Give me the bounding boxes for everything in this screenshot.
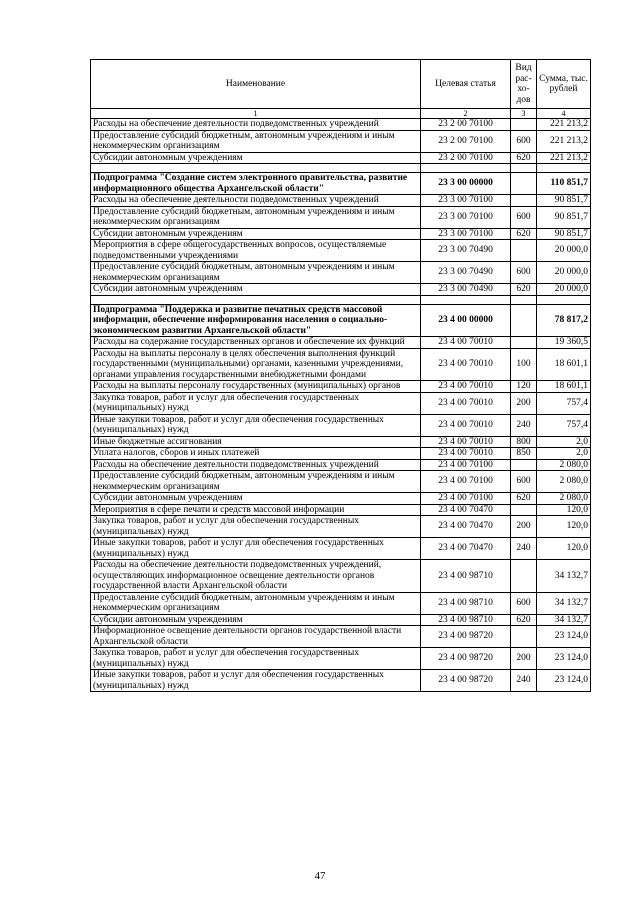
row-amount: 23 124,0 bbox=[537, 670, 591, 692]
row-amount: 34 132,7 bbox=[537, 592, 591, 614]
row-expense-type: 620 bbox=[511, 614, 537, 626]
row-name: Предоставление субсидий бюджетным, автономным учреждениям и иным некоммерческим организациям bbox=[91, 471, 421, 493]
row-amount: 2,0 bbox=[537, 448, 591, 460]
row-target-code: 23 4 00 70470 bbox=[421, 516, 511, 538]
row-name: Мероприятия в сфере общегосударственных вопросов, осуществляемые подведомственными учреждениями bbox=[91, 240, 421, 262]
table-row bbox=[91, 436, 591, 448]
table-header-row bbox=[91, 60, 591, 109]
row-expense-type bbox=[511, 504, 537, 516]
row-expense-type: 620 bbox=[511, 228, 537, 240]
header-vid: Вид рас-хо-дов bbox=[511, 60, 537, 109]
row-name: Расходы на выплаты персоналу в целях обеспечения выполнения функций государственными (муниципальными) органами, казенными учреждениями, органами управления государственными внебюджетными фондами bbox=[91, 348, 421, 381]
table-row bbox=[91, 648, 591, 670]
table-row bbox=[91, 284, 591, 296]
row-target-code: 23 4 00 98710 bbox=[421, 592, 511, 614]
row-target-code: 23 4 00 70010 bbox=[421, 381, 511, 393]
row-amount: 2,0 bbox=[537, 436, 591, 448]
row-amount: 90 851,7 bbox=[537, 206, 591, 228]
spacer-cell bbox=[91, 295, 421, 304]
row-target-code: 23 4 00 98720 bbox=[421, 648, 511, 670]
row-name: Подпрограмма "Поддержка и развитие печатных средств массовой информации, обеспечение информирования населения о социально-экономическом развитии Архангельской области" bbox=[91, 304, 421, 337]
table-row bbox=[91, 414, 591, 436]
row-target-code: 23 4 00 70010 bbox=[421, 348, 511, 381]
row-name: Расходы на обеспечение деятельности подведомственных учреждений, осуществляющих информационное освещение деятельности органов государственной власти Архангельской области bbox=[91, 560, 421, 593]
row-expense-type: 600 bbox=[511, 592, 537, 614]
row-amount: 120,0 bbox=[537, 504, 591, 516]
row-target-code: 23 3 00 70100 bbox=[421, 206, 511, 228]
row-amount: 34 132,7 bbox=[537, 560, 591, 593]
row-target-code: 23 3 00 70490 bbox=[421, 240, 511, 262]
subprogram-row bbox=[91, 173, 591, 195]
row-target-code: 23 2 00 70100 bbox=[421, 119, 511, 131]
row-expense-type: 200 bbox=[511, 392, 537, 414]
header-sum: Сумма, тыс. рублей bbox=[537, 60, 591, 109]
row-amount: 18 601,1 bbox=[537, 348, 591, 381]
row-amount: 2 080,0 bbox=[537, 459, 591, 471]
row-expense-type: 620 bbox=[511, 152, 537, 164]
table-spacer-row bbox=[91, 295, 591, 304]
table-row bbox=[91, 670, 591, 692]
row-target-code: 23 4 00 98710 bbox=[421, 614, 511, 626]
row-target-code: 23 4 00 70010 bbox=[421, 448, 511, 460]
table-row bbox=[91, 459, 591, 471]
table-row bbox=[91, 337, 591, 349]
row-name: Субсидии автономным учреждениям bbox=[91, 614, 421, 626]
row-name: Расходы на выплаты персоналу государственных (муниципальных) органов bbox=[91, 381, 421, 393]
row-target-code: 23 4 00 70470 bbox=[421, 538, 511, 560]
row-target-code: 23 2 00 70100 bbox=[421, 130, 511, 152]
row-expense-type: 200 bbox=[511, 648, 537, 670]
row-amount: 110 851,7 bbox=[537, 173, 591, 195]
row-expense-type: 800 bbox=[511, 436, 537, 448]
row-expense-type: 240 bbox=[511, 670, 537, 692]
table-row bbox=[91, 130, 591, 152]
row-amount: 18 601,1 bbox=[537, 381, 591, 393]
table-row bbox=[91, 448, 591, 460]
table-row bbox=[91, 392, 591, 414]
row-expense-type: 240 bbox=[511, 538, 537, 560]
row-amount: 221 213,2 bbox=[537, 119, 591, 131]
row-name: Предоставление субсидий бюджетным, автономным учреждениям и иным некоммерческим организациям bbox=[91, 206, 421, 228]
row-name: Подпрограмма "Создание систем электронного правительства, развитие информационного общества Архангельской области" bbox=[91, 173, 421, 195]
row-name: Расходы на содержание государственных органов и обеспечение их функций bbox=[91, 337, 421, 349]
row-target-code: 23 4 00 98720 bbox=[421, 626, 511, 648]
table-row bbox=[91, 493, 591, 505]
row-name: Расходы на обеспечение деятельности подведомственных учреждений bbox=[91, 459, 421, 471]
row-amount: 2 080,0 bbox=[537, 471, 591, 493]
row-name: Предоставление субсидий бюджетным, автономным учреждениям и иным некоммерческим организациям bbox=[91, 592, 421, 614]
spacer-cell bbox=[421, 295, 511, 304]
table-row bbox=[91, 538, 591, 560]
spacer-cell bbox=[511, 164, 537, 173]
table-row bbox=[91, 195, 591, 207]
row-expense-type bbox=[511, 173, 537, 195]
row-target-code: 23 4 00 70100 bbox=[421, 493, 511, 505]
row-expense-type bbox=[511, 626, 537, 648]
row-name: Информационное освещение деятельности органов государственной власти Архангельской области bbox=[91, 626, 421, 648]
row-expense-type: 620 bbox=[511, 284, 537, 296]
row-expense-type: 600 bbox=[511, 206, 537, 228]
page-number: 47 bbox=[314, 870, 326, 882]
table-row bbox=[91, 119, 591, 131]
table-row bbox=[91, 560, 591, 593]
table-row bbox=[91, 516, 591, 538]
row-expense-type: 240 bbox=[511, 414, 537, 436]
row-amount: 20 000,0 bbox=[537, 284, 591, 296]
row-amount: 757,4 bbox=[537, 414, 591, 436]
table-spacer-row bbox=[91, 164, 591, 173]
row-amount: 19 360,5 bbox=[537, 337, 591, 349]
row-name: Иные закупки товаров, работ и услуг для обеспечения государственных (муниципальных) нужд bbox=[91, 538, 421, 560]
row-name: Иные закупки товаров, работ и услуг для обеспечения государственных (муниципальных) нужд bbox=[91, 414, 421, 436]
row-target-code: 23 3 00 00000 bbox=[421, 173, 511, 195]
row-target-code: 23 3 00 70100 bbox=[421, 228, 511, 240]
row-expense-type: 100 bbox=[511, 348, 537, 381]
row-name: Расходы на обеспечение деятельности подведомственных учреждений bbox=[91, 195, 421, 207]
row-amount: 221 213,2 bbox=[537, 152, 591, 164]
row-expense-type: 600 bbox=[511, 471, 537, 493]
row-name: Иные бюджетные ассигнования bbox=[91, 436, 421, 448]
row-target-code: 23 4 00 70010 bbox=[421, 436, 511, 448]
column-number: 2 bbox=[421, 109, 511, 119]
row-amount: 90 851,7 bbox=[537, 195, 591, 207]
table-row bbox=[91, 348, 591, 381]
table-row bbox=[91, 152, 591, 164]
row-amount: 120,0 bbox=[537, 516, 591, 538]
header-name: Наименование bbox=[91, 60, 421, 109]
row-target-code: 23 4 00 70010 bbox=[421, 337, 511, 349]
row-name: Субсидии автономным учреждениям bbox=[91, 228, 421, 240]
row-amount: 23 124,0 bbox=[537, 648, 591, 670]
row-name: Предоставление субсидий бюджетным, автономным учреждениям и иным некоммерческим организациям bbox=[91, 262, 421, 284]
table-row bbox=[91, 240, 591, 262]
row-expense-type: 620 bbox=[511, 493, 537, 505]
row-name: Субсидии автономным учреждениям bbox=[91, 284, 421, 296]
row-expense-type: 200 bbox=[511, 516, 537, 538]
table-row bbox=[91, 614, 591, 626]
row-expense-type bbox=[511, 195, 537, 207]
row-name: Субсидии автономным учреждениям bbox=[91, 493, 421, 505]
row-target-code: 23 2 00 70100 bbox=[421, 152, 511, 164]
row-amount: 120,0 bbox=[537, 538, 591, 560]
row-target-code: 23 4 00 70100 bbox=[421, 459, 511, 471]
table-row bbox=[91, 228, 591, 240]
table-body bbox=[91, 119, 591, 692]
spacer-cell bbox=[91, 164, 421, 173]
column-number: 1 bbox=[91, 109, 421, 119]
row-expense-type bbox=[511, 304, 537, 337]
column-number: 4 bbox=[537, 109, 591, 119]
row-target-code: 23 3 00 70490 bbox=[421, 262, 511, 284]
table-row bbox=[91, 262, 591, 284]
row-name: Мероприятия в сфере печати и средств массовой информации bbox=[91, 504, 421, 516]
header-code: Целевая статья bbox=[421, 60, 511, 109]
row-amount: 34 132,7 bbox=[537, 614, 591, 626]
row-target-code: 23 4 00 70010 bbox=[421, 414, 511, 436]
row-name: Закупка товаров, работ и услуг для обеспечения государственных (муниципальных) нужд bbox=[91, 392, 421, 414]
row-name: Субсидии автономным учреждениям bbox=[91, 152, 421, 164]
row-amount: 23 124,0 bbox=[537, 626, 591, 648]
row-expense-type: 600 bbox=[511, 130, 537, 152]
row-name: Предоставление субсидий бюджетным, автономным учреждениям и иным некоммерческим организациям bbox=[91, 130, 421, 152]
row-amount: 20 000,0 bbox=[537, 240, 591, 262]
row-name: Закупка товаров, работ и услуг для обеспечения государственных (муниципальных) нужд bbox=[91, 516, 421, 538]
row-target-code: 23 4 00 70010 bbox=[421, 392, 511, 414]
row-expense-type bbox=[511, 337, 537, 349]
spacer-cell bbox=[511, 295, 537, 304]
row-expense-type bbox=[511, 119, 537, 131]
row-name: Расходы на обеспечение деятельности подведомственных учреждений bbox=[91, 119, 421, 131]
budget-table bbox=[90, 59, 591, 692]
spacer-cell bbox=[421, 164, 511, 173]
row-amount: 78 817,2 bbox=[537, 304, 591, 337]
row-target-code: 23 4 00 70100 bbox=[421, 471, 511, 493]
table-row bbox=[91, 504, 591, 516]
column-number: 3 bbox=[511, 109, 537, 119]
row-target-code: 23 4 00 98720 bbox=[421, 670, 511, 692]
spacer-cell bbox=[537, 164, 591, 173]
column-number-row bbox=[91, 109, 591, 119]
table-row bbox=[91, 626, 591, 648]
row-amount: 2 080,0 bbox=[537, 493, 591, 505]
spacer-cell bbox=[537, 295, 591, 304]
row-expense-type bbox=[511, 459, 537, 471]
row-target-code: 23 4 00 98710 bbox=[421, 560, 511, 593]
row-amount: 757,4 bbox=[537, 392, 591, 414]
row-expense-type: 120 bbox=[511, 381, 537, 393]
table-row bbox=[91, 471, 591, 493]
row-amount: 221 213,2 bbox=[537, 130, 591, 152]
row-amount: 90 851,7 bbox=[537, 228, 591, 240]
row-expense-type: 600 bbox=[511, 262, 537, 284]
table-row bbox=[91, 592, 591, 614]
row-expense-type: 850 bbox=[511, 448, 537, 460]
row-name: Закупка товаров, работ и услуг для обеспечения государственных (муниципальных) нужд bbox=[91, 648, 421, 670]
row-amount: 20 000,0 bbox=[537, 262, 591, 284]
row-name: Уплата налогов, сборов и иных платежей bbox=[91, 448, 421, 460]
row-expense-type bbox=[511, 240, 537, 262]
row-target-code: 23 4 00 00000 bbox=[421, 304, 511, 337]
row-expense-type bbox=[511, 560, 537, 593]
table-row bbox=[91, 381, 591, 393]
row-name: Иные закупки товаров, работ и услуг для обеспечения государственных (муниципальных) нужд bbox=[91, 670, 421, 692]
row-target-code: 23 3 00 70100 bbox=[421, 195, 511, 207]
row-target-code: 23 4 00 70470 bbox=[421, 504, 511, 516]
table-row bbox=[91, 206, 591, 228]
row-target-code: 23 3 00 70490 bbox=[421, 284, 511, 296]
subprogram-row bbox=[91, 304, 591, 337]
